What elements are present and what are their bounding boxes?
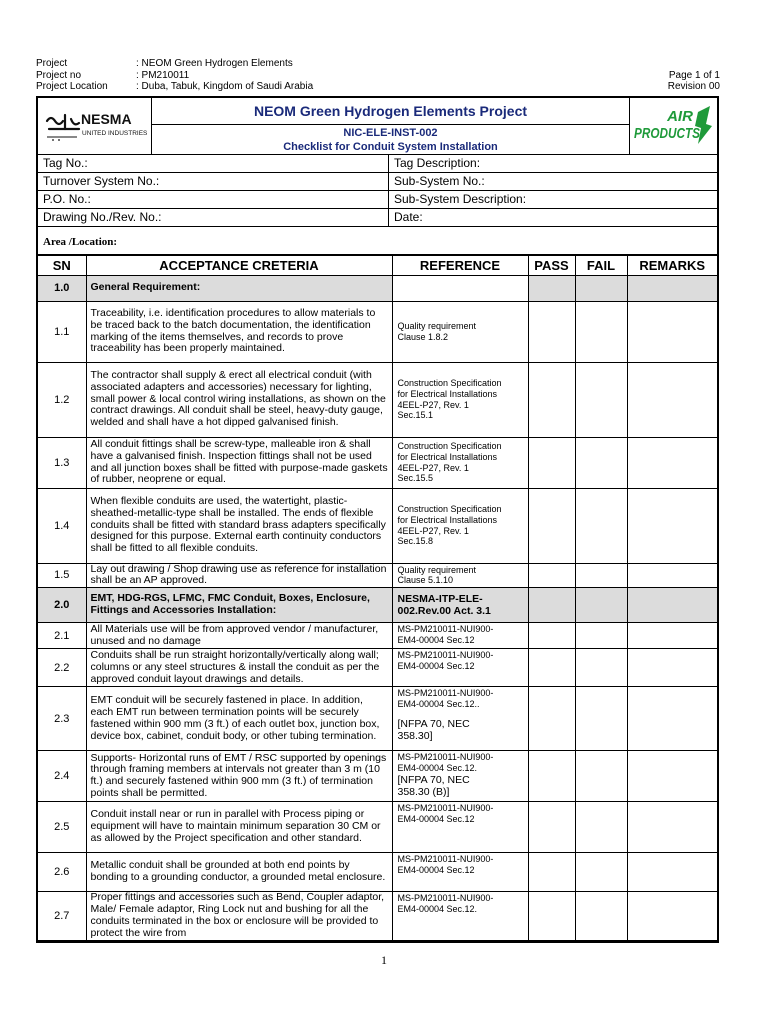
row-criteria: EMT, HDG-RGS, LFMC, FMC Conduit, Boxes, Enclosure, Fittings and Accessories Installation: (86, 588, 392, 623)
area-location-field[interactable]: Area /Location: (38, 227, 717, 256)
row-sn: 1.1 (38, 301, 86, 362)
reference-text: MS-PM210011-NUI900- EM4-00004 Sec.12.. (397, 688, 494, 710)
info-grid (38, 155, 717, 227)
pass-cell[interactable] (528, 275, 575, 301)
reference-text: MS-PM210011-NUI900- EM4-00004 Sec.12. (397, 752, 494, 774)
row-reference (392, 275, 528, 301)
col-reference: REFERENCE (392, 256, 528, 275)
pass-cell[interactable] (528, 892, 575, 941)
table-row (38, 853, 717, 892)
pass-cell[interactable] (528, 751, 575, 802)
table-row (38, 892, 717, 941)
row-reference (392, 802, 528, 853)
remarks-cell[interactable] (627, 563, 717, 588)
pass-cell[interactable] (528, 563, 575, 588)
row-reference (392, 301, 528, 362)
revision-indicator: Revision 00 (667, 81, 720, 92)
location-label: Project Location (36, 81, 108, 92)
row-sn: 1.2 (38, 362, 86, 437)
row-criteria: Proper fittings and accessories such as Bend, Coupler adaptor, Male/ Female adaptor, Ring Lock nut and bushing for all the conduits terminated in the box or enclosure will be provided to protect the wire from (86, 892, 392, 941)
col-pass: PASS (528, 256, 575, 275)
table-row (38, 649, 717, 687)
section-row (38, 275, 717, 301)
tag-no-field[interactable]: Tag No.: (38, 155, 389, 173)
reference-text: MS-PM210011-NUI900- EM4-00004 Sec.12 (397, 803, 494, 825)
reference-text: MS-PM210011-NUI900- EM4-00004 Sec.12. (397, 893, 494, 915)
fail-cell[interactable] (575, 275, 627, 301)
products-logo-text: PRODUCTS (633, 125, 700, 142)
document-subtitle: Checklist for Conduit System Installation (283, 141, 498, 153)
po-no-field[interactable]: P.O. No.: (38, 191, 389, 209)
row-sn: 2.0 (38, 588, 86, 623)
row-reference (392, 649, 528, 687)
subsystem-no-field[interactable]: Sub-System No.: (389, 173, 717, 191)
remarks-cell[interactable] (627, 649, 717, 687)
row-criteria: The contractor shall supply & erect all electrical conduit (with associated adapters and accessories) necessary for lighting, small power & local control wiring installations, as shown on the contract drawings. All conduit shall be steel, heavy-duty gauge, welded and shall have a hot dipped galvanised finish. (86, 362, 392, 437)
table-row (38, 437, 717, 488)
date-field[interactable]: Date: (389, 209, 717, 227)
row-criteria: EMT conduit will be securely fastened in place. In addition, each EMT run between termination points will be securely fastened within 900 mm (3 ft.) of each outlet box, junction box, device box, cabinet, conduit body, or other tubing termination. (86, 687, 392, 751)
row-sn: 1.3 (38, 437, 86, 488)
project-no-label: Project no (36, 69, 82, 81)
row-criteria: All Materials use will be from approved vendor / manufacturer, unused and no damage (86, 623, 392, 649)
row-criteria: Supports- Horizontal runs of EMT / RSC supported by openings through framing members at intervals not greater than 3 m (10 ft.) and securely fastened within 900 mm (3 ft.) of termination points shall be permitted. (86, 751, 392, 802)
pass-cell[interactable] (528, 853, 575, 892)
reference-text: Construction Specification for Electrical Installations 4EEL-P27, Rev. 1 Sec.15.8 (397, 503, 502, 547)
nesma-logo-text: NESMA (80, 111, 132, 127)
fail-cell[interactable] (575, 802, 627, 853)
remarks-cell[interactable] (627, 301, 717, 362)
tag-description-field[interactable]: Tag Description: (389, 155, 717, 173)
fail-cell[interactable] (575, 563, 627, 588)
fail-cell[interactable] (575, 853, 627, 892)
pass-cell[interactable] (528, 802, 575, 853)
pass-cell[interactable] (528, 588, 575, 623)
remarks-cell[interactable] (627, 623, 717, 649)
page-number: 1 (381, 953, 387, 967)
row-criteria: All conduit fittings shall be screw-type, malleable iron & shall have a galvanised finish. Inspection fittings shall not be used and all junction boxes shall be fitted with purpose-made gaskets of rubber, neoprene or equal. (86, 437, 392, 488)
checklist-sheet (36, 96, 719, 943)
subsystem-description-field[interactable]: Sub-System Description: (389, 191, 717, 209)
remarks-cell[interactable] (627, 853, 717, 892)
checklist-table (38, 256, 717, 941)
row-sn: 1.4 (38, 488, 86, 563)
table-row (38, 301, 717, 362)
section-row (38, 588, 717, 623)
row-reference (392, 563, 528, 588)
fail-cell[interactable] (575, 588, 627, 623)
table-row (38, 687, 717, 751)
row-sn: 2.1 (38, 623, 86, 649)
fail-cell[interactable] (575, 649, 627, 687)
project-value: : NEOM Green Hydrogen Elements (136, 58, 293, 69)
document-header (38, 98, 717, 155)
fail-cell[interactable] (575, 488, 627, 563)
remarks-cell[interactable] (627, 275, 717, 301)
pass-cell[interactable] (528, 623, 575, 649)
row-reference (392, 588, 528, 623)
row-reference (392, 488, 528, 563)
document-number: NIC-ELE-INST-002 (343, 127, 438, 139)
row-sn: 2.4 (38, 751, 86, 802)
row-sn: 2.3 (38, 687, 86, 751)
fail-cell[interactable] (575, 301, 627, 362)
table-row (38, 751, 717, 802)
row-reference (392, 623, 528, 649)
row-reference (392, 751, 528, 802)
row-criteria: When flexible conduits are used, the watertight, plastic-sheathed-metallic-type shall be installed. The ends of flexible conduits shall be fitted with standard brass adapters specifically designed for this purpose. External earth continuity conductors shall be fitted to all flexible conduits. (86, 488, 392, 563)
reference-text: NESMA-ITP-ELE- 002.Rev.00 Act. 3.1 (397, 592, 491, 618)
document-title: NEOM Green Hydrogen Elements Project (152, 98, 629, 125)
reference-text: MS-PM210011-NUI900- EM4-00004 Sec.12 (397, 650, 494, 672)
reference-text: Construction Specification for Electrical Installations 4EEL-P27, Rev. 1 Sec.15.1 (397, 377, 502, 421)
remarks-cell[interactable] (627, 362, 717, 437)
row-reference (392, 687, 528, 751)
reference-standard: [NFPA 70, NEC 358.30 (B)] (397, 774, 470, 799)
fail-cell[interactable] (575, 623, 627, 649)
row-criteria: Lay out drawing / Shop drawing use as reference for installation shall be an AP approved. (86, 563, 392, 588)
location-value: : Duba, Tabuk, Kingdom of Saudi Arabia (136, 81, 314, 92)
table-row (38, 802, 717, 853)
reference-text: Construction Specification for Electrical Installations 4EEL-P27, Rev. 1 Sec.15.5 (397, 440, 502, 484)
row-criteria: General Requirement: (86, 275, 392, 301)
row-criteria: Traceability, i.e. identification procedures to allow materials to be traced back to the batch documentation, the identification marking of the items themselves, and records to prove traceability has been properly maintained. (86, 301, 392, 362)
pass-cell[interactable] (528, 488, 575, 563)
remarks-cell[interactable] (627, 802, 717, 853)
table-row (38, 563, 717, 588)
nesma-logo (38, 98, 152, 154)
row-reference (392, 362, 528, 437)
remarks-cell[interactable] (627, 588, 717, 623)
row-criteria: Metallic conduit shall be grounded at both end points by bonding to a grounding conductor, a grounded metal enclosure. (86, 853, 392, 892)
fail-cell[interactable] (575, 362, 627, 437)
row-criteria: Conduits shall be run straight horizontally/vertically along wall; columns or any steel structures & install the conduit as per the approved conduit layout drawings and details. (86, 649, 392, 687)
col-fail: FAIL (575, 256, 627, 275)
row-reference (392, 853, 528, 892)
turnover-system-field[interactable]: Turnover System No.: (38, 173, 389, 191)
project-label: Project (36, 58, 68, 69)
table-header-row (38, 256, 717, 275)
page-indicator: Page 1 of 1 (668, 69, 720, 81)
table-row (38, 488, 717, 563)
fail-cell[interactable] (575, 437, 627, 488)
reference-text: Quality requirement Clause 1.8.2 (397, 320, 477, 342)
fail-cell[interactable] (575, 892, 627, 941)
project-no-value: : PM210011 (136, 69, 190, 81)
row-reference (392, 892, 528, 941)
row-sn: 2.7 (38, 892, 86, 941)
pass-cell[interactable] (528, 437, 575, 488)
remarks-cell[interactable] (627, 687, 717, 751)
row-reference (392, 437, 528, 488)
remarks-cell[interactable] (627, 488, 717, 563)
air-products-logo (629, 98, 717, 154)
pass-cell[interactable] (528, 649, 575, 687)
project-meta (36, 58, 720, 93)
col-sn: SN (38, 256, 86, 275)
row-sn: 1.0 (38, 275, 86, 301)
fail-cell[interactable] (575, 751, 627, 802)
reference-text: MS-PM210011-NUI900- EM4-00004 Sec.12 (397, 624, 494, 646)
col-remarks: REMARKS (627, 256, 717, 275)
col-criteria: ACCEPTANCE CRETERIA (86, 256, 392, 275)
row-sn: 2.5 (38, 802, 86, 853)
reference-text: Quality requirement Clause 5.1.10 (397, 564, 477, 586)
air-logo-text: AIR (666, 108, 693, 125)
fail-cell[interactable] (575, 687, 627, 751)
drawing-no-field[interactable]: Drawing No./Rev. No.: (38, 209, 389, 227)
table-row (38, 362, 717, 437)
nesma-logo-subtext: UNITED INDUSTRIES (81, 130, 147, 137)
reference-text: MS-PM210011-NUI900- EM4-00004 Sec.12 (397, 854, 494, 876)
pass-cell[interactable] (528, 301, 575, 362)
pass-cell[interactable] (528, 687, 575, 751)
remarks-cell[interactable] (627, 437, 717, 488)
table-row (38, 623, 717, 649)
row-sn: 2.2 (38, 649, 86, 687)
row-sn: 1.5 (38, 563, 86, 588)
remarks-cell[interactable] (627, 892, 717, 941)
row-criteria: Conduit install near or run in parallel with Process piping or equipment will have to maintain minimum separation 30 CM or as allowed by the Project specification and other standard. (86, 802, 392, 853)
reference-standard: [NFPA 70, NEC 358.30] (397, 718, 470, 743)
pass-cell[interactable] (528, 362, 575, 437)
row-sn: 2.6 (38, 853, 86, 892)
remarks-cell[interactable] (627, 751, 717, 802)
